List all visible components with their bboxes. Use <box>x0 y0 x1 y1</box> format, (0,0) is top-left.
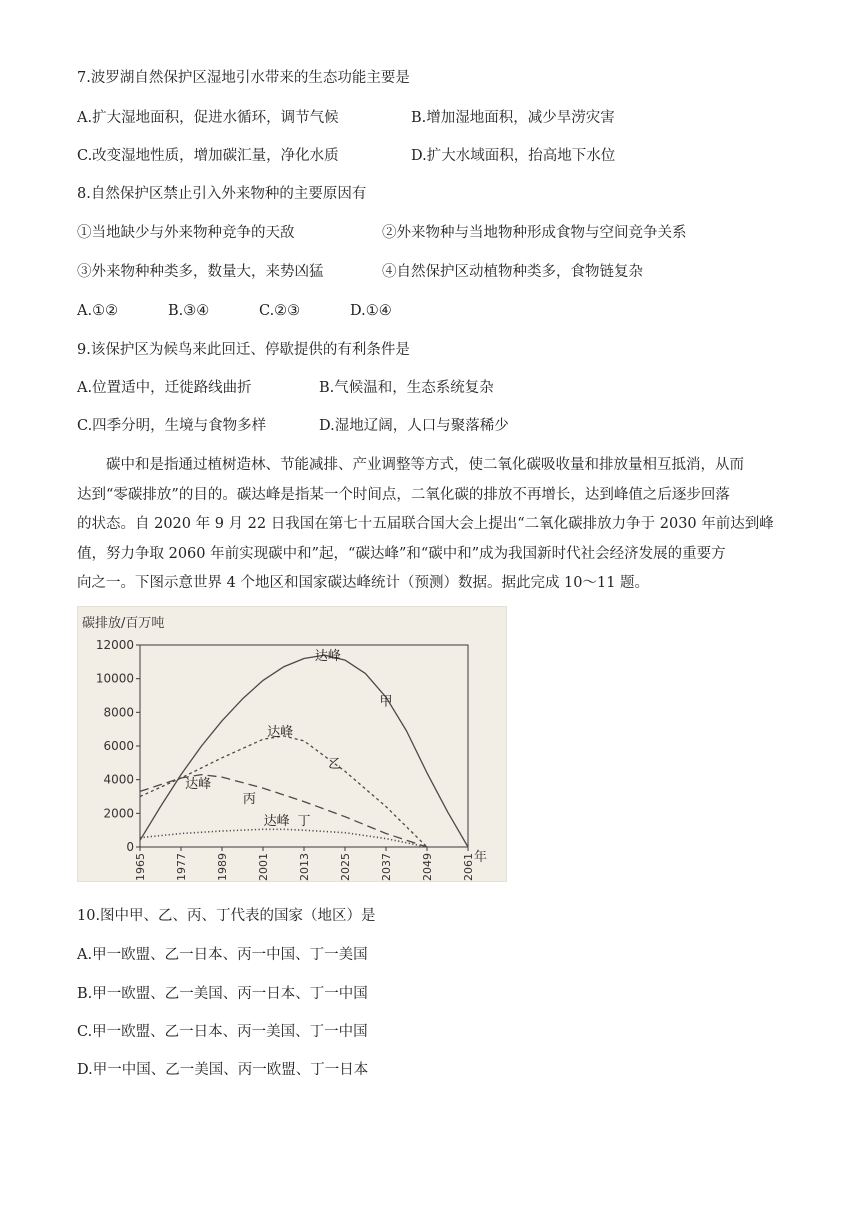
passage-line: 值，努力争取 2060 年前实现碳中和”起，“碳达峰”和“碳中和”成为我国新时代社会经济发展的重要方 <box>77 545 726 562</box>
y-tick-label: 12000 <box>95 638 134 652</box>
q7-option-a: A.扩大湿地面积，促进水循环，调节气候 <box>77 110 339 126</box>
q8-option-d: D.①④ <box>350 303 392 319</box>
q8-item-4: ④自然保护区动植物种类多，食物链复杂 <box>382 264 643 280</box>
y-tick-label: 8000 <box>103 705 134 720</box>
q9-option-c: C.四季分明，生境与食物多样 <box>77 418 267 434</box>
passage-line: 碳中和是指通过植树造林、节能减排、产业调整等方式，使二氧化碳吸收量和排放量相互抵消，从而 <box>106 457 744 473</box>
x-tick-label: 1977 <box>175 853 188 881</box>
q7-option-d: D.扩大水域面积，抬高地下水位 <box>411 148 616 164</box>
x-tick-label: 2013 <box>298 853 311 881</box>
x-tick-label: 2001 <box>257 853 270 881</box>
x-tick-label: 1989 <box>216 853 229 881</box>
y-tick-label: 6000 <box>103 739 134 753</box>
q9-option-b: B.气候温和，生态系统复杂 <box>319 380 494 396</box>
q8-stem: 8.自然保护区禁止引入外来物种的主要原因有 <box>77 186 367 202</box>
chart-annotation: 达峰 <box>263 814 290 830</box>
passage-paragraph <box>77 451 777 599</box>
y-axis-title: 碳排放/百万吨 <box>82 616 165 631</box>
q10-option-d: D.甲一中国、乙一美国、丙一欧盟、丁一日本 <box>77 1062 369 1078</box>
chart-annotation: 乙 <box>328 756 342 772</box>
series-line-乙 <box>140 736 427 847</box>
series-line-丁 <box>140 829 427 847</box>
passage-line: 达到“零碳排放”的目的。碳达峰是指某一个时间点，二氧化碳的排放不再增长，达到峰值之后逐步回落 <box>77 486 730 503</box>
chart-annotation: 丙 <box>242 792 256 808</box>
y-tick-label: 2000 <box>103 806 134 821</box>
x-tick-label: 2037 <box>380 853 393 881</box>
q8-option-b: B.③④ <box>168 303 210 319</box>
q8-item-1: ①当地缺少与外来物种竞争的天敌 <box>77 225 295 241</box>
y-tick-label: 0 <box>126 840 134 854</box>
q7-option-b: B.增加湿地面积，减少旱涝灾害 <box>411 110 615 126</box>
chart-annotation: 达峰 <box>185 777 212 793</box>
q8-item-3: ③外来物种种类多，数量大，来势凶猛 <box>77 264 324 280</box>
chart-svg <box>78 607 506 881</box>
chart-annotation: 甲 <box>379 694 393 710</box>
y-tick-label: 4000 <box>103 772 134 787</box>
chart-annotation: 达峰 <box>267 724 294 740</box>
chart-annotation: 丁 <box>297 814 311 830</box>
q7-stem: 7.波罗湖自然保护区湿地引水带来的生态功能主要是 <box>77 70 410 86</box>
x-axis-title: 年 <box>474 850 488 865</box>
chart-annotation: 达峰 <box>314 649 341 665</box>
passage-line: 的状态。自 2020 年 9 月 22 日我国在第七十五届联合国大会上提出“二氧化碳排放力争于 2030 年前达到峰 <box>77 516 774 532</box>
q10-stem: 10.图中甲、乙、丙、丁代表的国家（地区）是 <box>77 908 376 924</box>
q9-stem: 9.该保护区为候鸟来此回迁、停歇提供的有利条件是 <box>77 342 410 358</box>
q9-option-d: D.湿地辽阔，人口与聚落稀少 <box>319 418 509 434</box>
q8-option-a: A.①② <box>77 303 119 319</box>
x-tick-label: 2061 <box>462 853 475 881</box>
series-line-丙 <box>140 775 427 847</box>
carbon-peak-chart <box>77 606 507 882</box>
y-tick-label: 10000 <box>95 671 134 686</box>
x-tick-label: 2025 <box>339 853 352 881</box>
q10-option-b: B.甲一欧盟、乙一美国、丙一日本、丁一中国 <box>77 986 368 1002</box>
passage-line: 向之一。下图示意世界 4 个地区和国家碳达峰统计（预测）数据。据此完成 10～11 题。 <box>77 575 650 591</box>
q8-item-2: ②外来物种与当地物种形成食物与空间竞争关系 <box>382 225 687 241</box>
q9-option-a: A.位置适中，迁徙路线曲折 <box>77 380 252 396</box>
x-tick-label: 1965 <box>134 853 147 881</box>
q7-option-c: C.改变湿地性质，增加碳汇量，净化水质 <box>77 148 339 164</box>
q10-option-a: A.甲一欧盟、乙一日本、丙一中国、丁一美国 <box>77 947 368 963</box>
q10-option-c: C.甲一欧盟、乙一日本、丙一美国、丁一中国 <box>77 1024 368 1040</box>
q8-option-c: C.②③ <box>259 303 301 319</box>
x-tick-label: 2049 <box>421 853 434 881</box>
